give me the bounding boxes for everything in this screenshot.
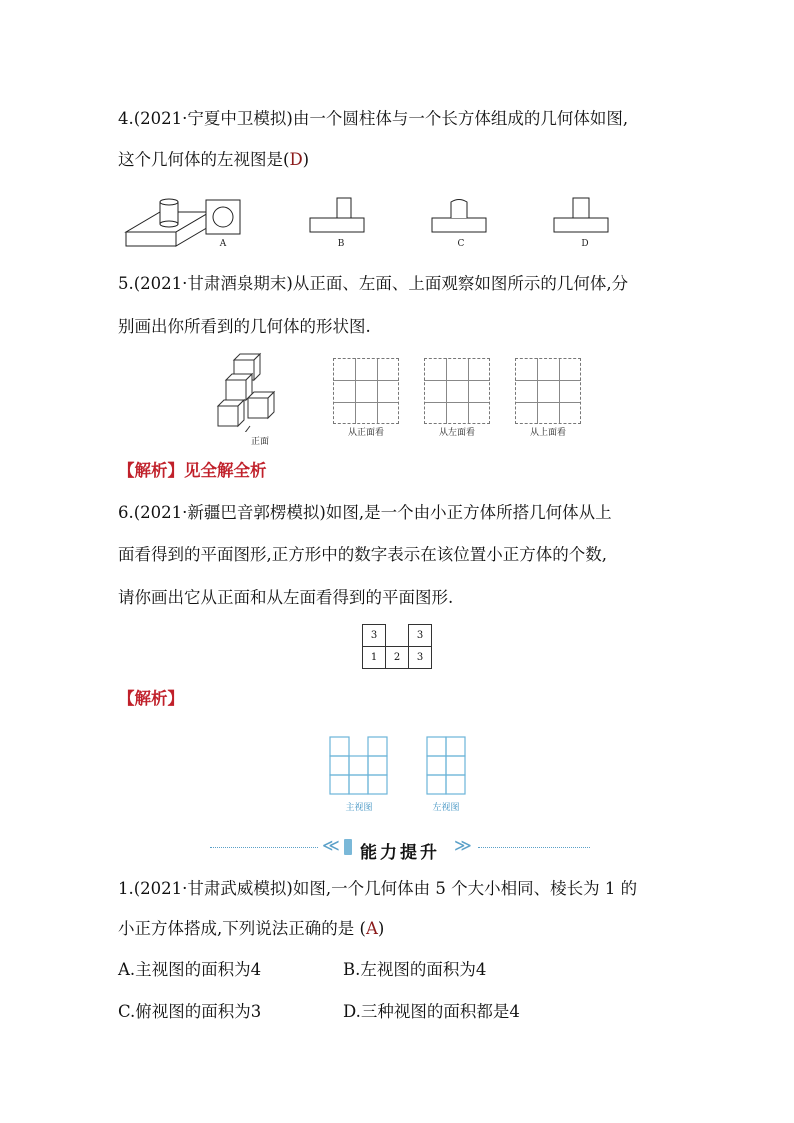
option-d-figure (554, 198, 608, 232)
left-view-answer-label: 左视图 (432, 803, 460, 813)
banner-rule-right (478, 847, 590, 848)
p1-option-a: A.主视图的面积为4 (118, 960, 262, 979)
front-view-label: 从正面看 (347, 428, 384, 438)
p1-line2-prefix: 小正方体搭成,下列说法正确的是 ( (118, 919, 366, 938)
q6-line2: 面看得到的平面图形,正方形中的数字表示在该位置小正方体的个数, (118, 545, 607, 564)
q4-line1: 4.(2021·宁夏中卫模拟)由一个圆柱体与一个长方体组成的几何体如图, (118, 109, 629, 128)
p1-option-d: D.三种视图的面积都是4 (343, 1002, 520, 1021)
left-view-label: 从左面看 (438, 428, 475, 438)
cell-r2c1: 1 (363, 647, 386, 669)
option-d-label: D (581, 239, 589, 249)
q5-line2: 别画出你所看到的几何体的形状图. (118, 317, 371, 336)
cell-r1c2 (386, 625, 409, 647)
option-c-label: C (457, 239, 465, 249)
q5-cube-stack (212, 350, 282, 432)
q4-solid-figure (126, 199, 210, 246)
q4-answer: D (289, 150, 303, 169)
q6-line1: 6.(2021·新疆巴音郭楞模拟)如图,是一个由小正方体所搭几何体从上 (118, 503, 612, 522)
front-view-grid (333, 358, 399, 424)
banner-title: 能力提升 (360, 843, 440, 863)
q6-line3: 请你画出它从正面和从左面看得到的平面图形. (118, 588, 454, 607)
q4-line2-suffix: ) (302, 150, 310, 169)
q4-figures (120, 196, 620, 254)
q5-line1: 5.(2021·甘肃酒泉期末)从正面、左面、上面观察如图所示的几何体,分 (118, 274, 629, 293)
chevron-left-icon: ≪ (322, 836, 340, 856)
left-view-grid (424, 358, 490, 424)
q4-line2-prefix: 这个几何体的左视图是( (118, 150, 290, 169)
q6-analysis: 【解析】 (118, 689, 184, 708)
main-view-label: 主视图 (345, 803, 373, 813)
option-a-figure (206, 200, 240, 234)
top-view-label: 从上面看 (529, 428, 566, 438)
option-a-label: A (219, 239, 227, 249)
section-banner (210, 836, 590, 863)
cell-r2c3: 3 (409, 647, 432, 669)
p1-option-c: C.俯视图的面积为3 (118, 1002, 262, 1021)
cell-r1c3: 3 (409, 625, 432, 647)
book-icon (344, 839, 352, 855)
option-b-label: B (337, 239, 345, 249)
top-view-grid (515, 358, 581, 424)
p1-line1: 1.(2021·甘肃武威模拟)如图,一个几何体由 5 个大小相同、棱长为 1 的 (118, 879, 638, 898)
front-label: 正面 (250, 437, 269, 447)
p1-option-b: B.左视图的面积为4 (343, 960, 487, 979)
p1-answer: A (365, 919, 378, 938)
cell-r1c1: 3 (363, 625, 386, 647)
q6-answer-views (328, 735, 468, 797)
top-view-table (362, 624, 432, 669)
option-c-figure (432, 200, 486, 233)
q4-line2 (118, 150, 309, 170)
q5-analysis: 【解析】见全解全析 (118, 461, 267, 480)
p1-line2-suffix: ) (377, 919, 385, 938)
cell-r2c2: 2 (386, 647, 409, 669)
chevron-right-icon: ≫ (454, 836, 472, 856)
banner-rule-left (210, 847, 318, 848)
option-b-figure (310, 198, 364, 232)
p1-line2 (118, 919, 384, 939)
